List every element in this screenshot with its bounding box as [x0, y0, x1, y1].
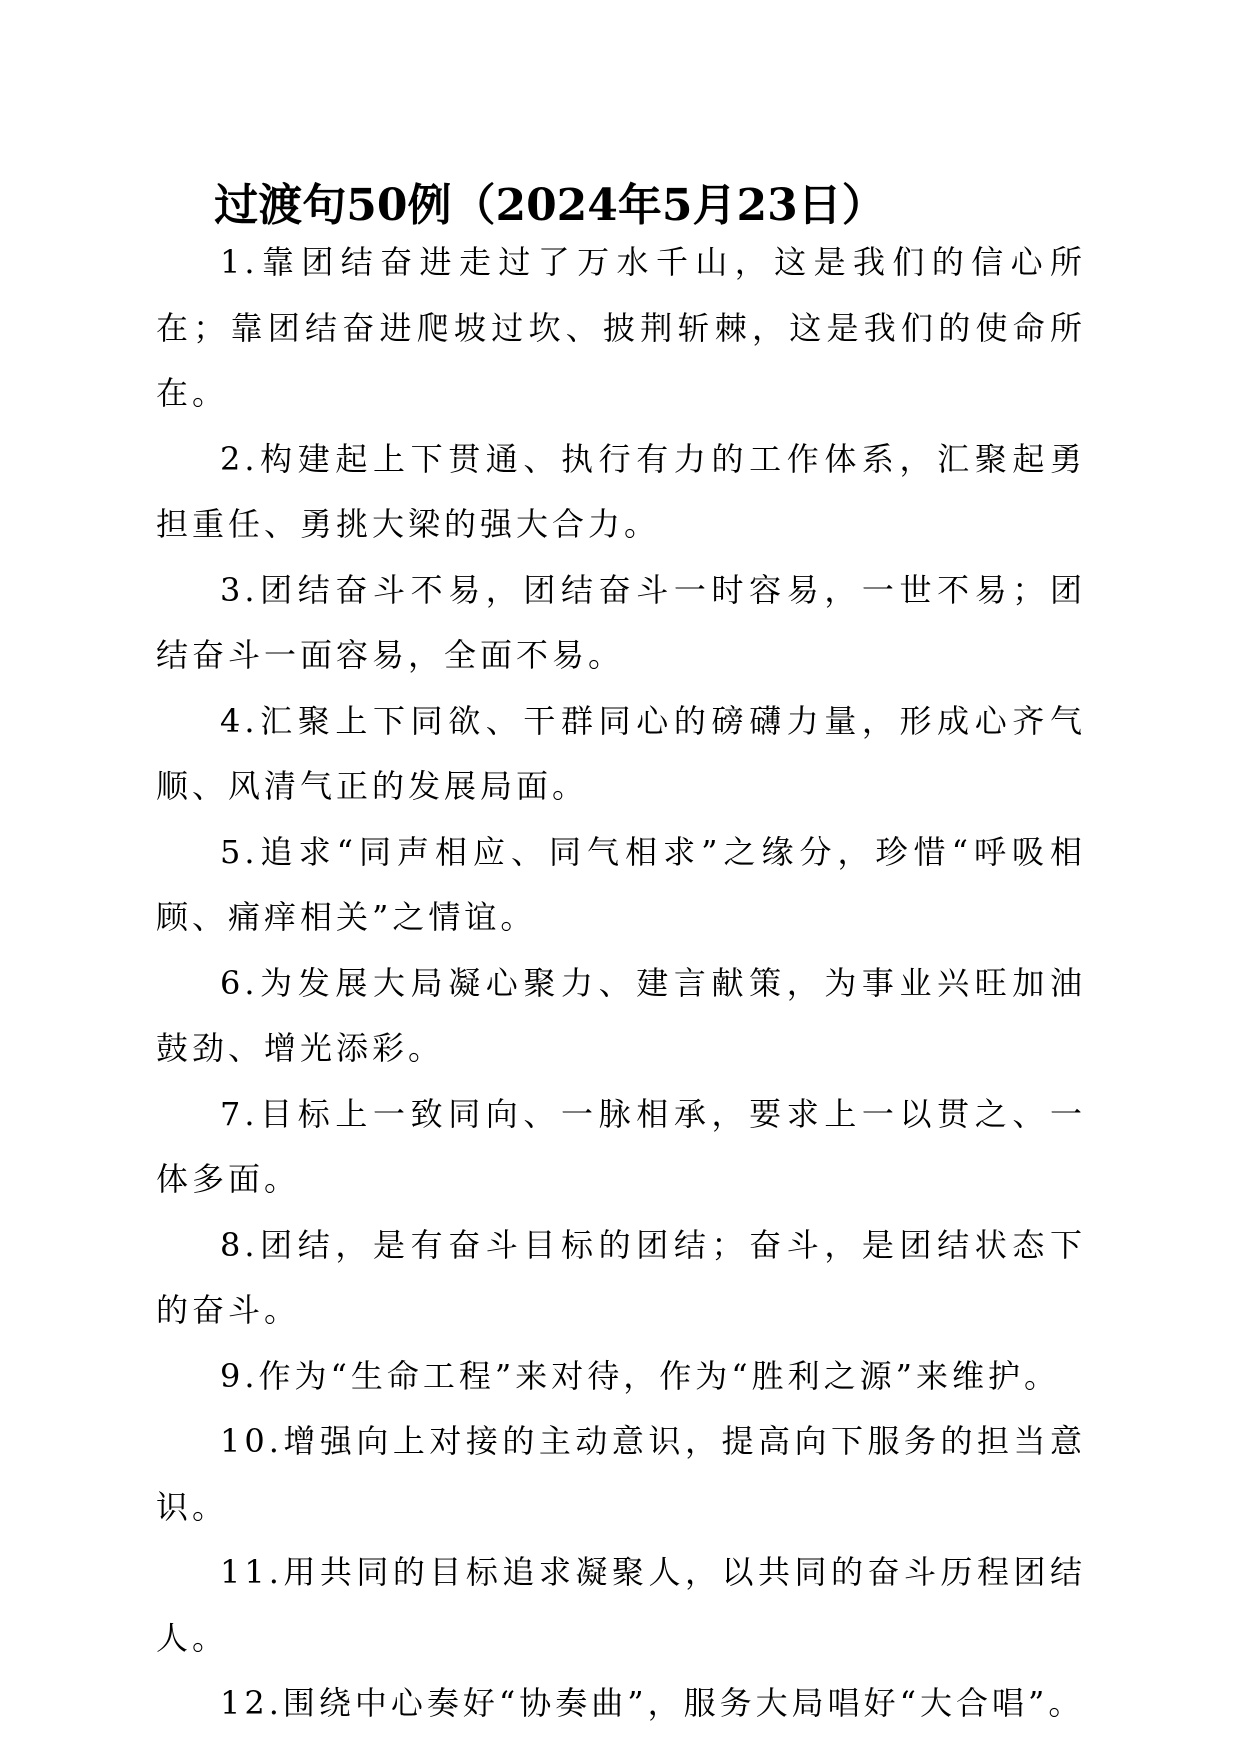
- paragraph-3: 3.团结奋斗不易，团结奋斗一时容易，一世不易；团结奋斗一面容易，全面不易。: [156, 570, 1086, 674]
- paragraph-10: 10.增强向上对接的主动意识，提高向下服务的担当意识。: [156, 1422, 1086, 1526]
- paragraph-1: 1.靠团结奋进走过了万水千山，这是我们的信心所在；靠团结奋进爬坡过坎、披荆斩棘，这是我们的使命所在。: [156, 243, 1086, 412]
- document-body: [156, 230, 1086, 1737]
- paragraph-2: 2.构建起上下贯通、执行有力的工作体系，汇聚起勇担重任、勇挑大梁的强大合力。: [156, 439, 1086, 543]
- document-title: 过渡句50例（2024年5月23日）: [214, 180, 886, 231]
- paragraph-7: 7.目标上一致同向、一脉相承，要求上一以贯之、一体多面。: [156, 1094, 1086, 1198]
- paragraph-9: 9.作为“生命工程”来对待，作为“胜利之源”来维护。: [220, 1356, 1060, 1395]
- paragraph-11: 11.用共同的目标追求凝聚人，以共同的奋斗历程团结人。: [156, 1553, 1086, 1657]
- paragraph-4: 4.汇聚上下同欲、干群同心的磅礴力量，形成心齐气顺、风清气正的发展局面。: [156, 701, 1086, 805]
- paragraph-5: 5.追求“同声相应、同气相求”之缘分，珍惜“呼吸相顾、痛痒相关”之情谊。: [156, 832, 1086, 936]
- paragraph-12: 12.围绕中心奏好“协奏曲”，服务大局唱好“大合唱”。: [220, 1684, 1085, 1722]
- paragraph-8: 8.团结，是有奋斗目标的团结；奋斗，是团结状态下的奋斗。: [156, 1225, 1086, 1329]
- paragraph-6: 6.为发展大局凝心聚力、建言献策，为事业兴旺加油鼓劲、增光添彩。: [156, 963, 1086, 1067]
